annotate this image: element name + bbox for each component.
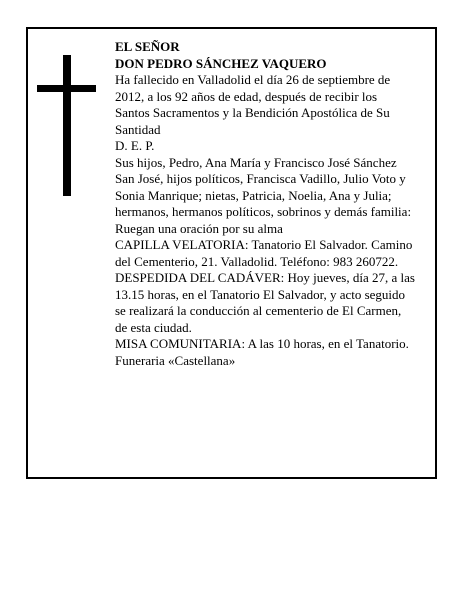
- obituary-wake-chapel: CAPILLA VELATORIA: Tanatorio El Salvador. Camino del Cementerio, 21. Valladolid. Teléfono: 983 260722.: [115, 237, 413, 269]
- obituary-rip: D. E. P.: [115, 138, 155, 153]
- obituary-family: Sus hijos, Pedro, Ana María y Francisco José Sánchez San José, hijos políticos, Francisca Vadillo, Julio Voto y Sonia Manrique; nietas, Patricia, Noelia, Ana y Julia; hermanos, hermanos políticos, sobrinos y demás familia:: [115, 154, 412, 219]
- obituary-mass: MISA COMUNITARIA: A las 10 horas, en el Tanatorio.: [115, 336, 409, 351]
- obituary-text: [115, 39, 415, 369]
- cross-vertical-bar: [63, 55, 71, 196]
- cross-horizontal-bar: [37, 85, 96, 92]
- obituary-death-announcement: Ha fallecido en Valladolid el día 26 de septiembre de 2012, a los 92 años de edad, después de recibir los Santos Sacramentos y la Bendición Apostólica de Su Santidad: [115, 72, 391, 137]
- obituary-farewell: DESPEDIDA DEL CADÁVER: Hoy jueves, día 27, a las 13.15 horas, en el Tanatorio El Salvador, y acto seguido se realizará la conducción al cementerio de El Carmen, de esta ciudad.: [115, 270, 415, 335]
- obituary-prayer-request: Ruegan una oración por su alma: [115, 220, 283, 236]
- obituary-title-line1: EL SEÑOR: [115, 39, 180, 54]
- obituary-funeral-home: Funeraria «Castellana»: [115, 352, 236, 368]
- obituary-deceased-name: DON PEDRO SÁNCHEZ VAQUERO: [115, 55, 327, 71]
